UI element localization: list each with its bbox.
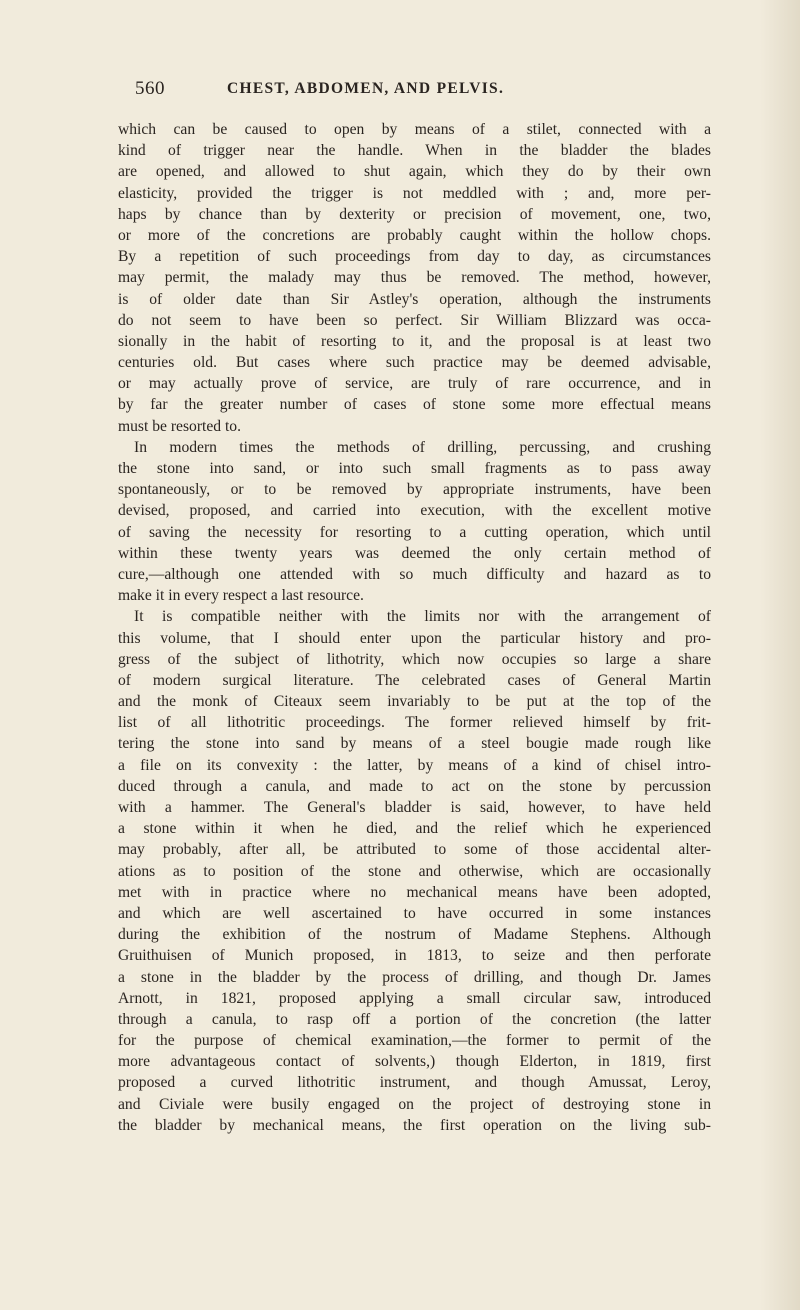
text-line: It is compatible neither with the limits nor with the arrangement of: [134, 608, 711, 626]
text-line: do not seem to have been so perfect. Sir William Blizzard was occa-: [118, 311, 711, 329]
text-line: Gruithuisen of Munich proposed, in 1813, to seize and then perforate: [118, 947, 711, 965]
text-line: with a hammer. The General's bladder is said, however, to have held: [118, 799, 711, 816]
running-head: CHEST, ABDOMEN, AND PELVIS.: [227, 80, 505, 97]
text-line: may permit, the malady may thus be removed. The method, however,: [118, 269, 711, 287]
text-line: must be resorted to.: [118, 417, 241, 435]
text-line: elasticity, provided the trigger is not meddled with ; and, more per-: [118, 184, 711, 202]
text-line: is of older date than Sir Astley's operation, although the instruments: [118, 290, 711, 308]
text-line: a stone within it when he died, and the relief which he experienced: [118, 820, 711, 838]
text-line: kind of trigger near the handle. When in the bladder the blades: [118, 142, 711, 160]
text-line: tering the stone into sand by means of a steel bougie made rough like: [118, 735, 711, 753]
text-line: In modern times the methods of drilling, percussing, and crushing: [134, 438, 711, 456]
text-line: the bladder by mechanical means, the first operation on the living sub-: [118, 1116, 711, 1134]
text-line: Arnott, in 1821, proposed applying a small circular saw, introduced: [118, 989, 711, 1007]
text-line: within these twenty years was deemed the only certain method of: [118, 544, 711, 562]
text-line: which can be caused to open by means of a stilet, connected with a: [118, 121, 711, 138]
text-line: make it in every respect a last resource.: [118, 587, 364, 605]
text-line: of saving the necessity for resorting to a cutting operation, which until: [118, 523, 711, 541]
text-line: by far the greater number of cases of stone some more effectual means: [118, 396, 711, 414]
text-line: ations as to position of the stone and otherwise, which are occasionally: [118, 862, 711, 880]
text-line: through a canula, to rasp off a portion of the concretion (the latter: [118, 1010, 711, 1028]
text-line: and Civiale were busily engaged on the project of destroying stone in: [118, 1095, 711, 1113]
text-line: and the monk of Citeaux seem invariably to be put at the top of the: [118, 693, 711, 711]
text-line: may probably, after all, be attributed to some of those accidental alter-: [118, 841, 711, 859]
body-text: [118, 119, 711, 1136]
text-line: during the exhibition of the nostrum of Madame Stephens. Although: [118, 926, 711, 944]
text-line: for the purpose of chemical examination,—the former to permit of the: [118, 1032, 711, 1050]
text-line: cure,—although one attended with so much difficulty and hazard as to: [118, 565, 711, 583]
text-line: sionally in the habit of resorting to it, and the proposal is at least two: [118, 332, 711, 350]
text-line: By a repetition of such proceedings from day to day, as circumstances: [118, 248, 711, 266]
text-line: list of all lithotritic proceedings. The former relieved himself by frit-: [118, 714, 711, 732]
text-line: duced through a canula, and made to act on the stone by percussion: [118, 777, 711, 795]
text-line: haps by chance than by dexterity or precision of movement, one, two,: [118, 205, 711, 223]
text-line: are opened, and allowed to shut again, which they do by their own: [118, 163, 711, 181]
text-line: a file on its convexity : the latter, by means of a kind of chisel intro-: [118, 756, 711, 774]
text-line: spontaneously, or to be removed by appropriate instruments, have been: [118, 481, 711, 499]
text-line: or may actually prove of service, are truly of rare occurrence, and in: [118, 375, 711, 393]
text-line: centuries old. But cases where such practice may be deemed advisable,: [118, 354, 711, 372]
text-line: proposed a curved lithotritic instrument, and though Amussat, Leroy,: [118, 1074, 711, 1092]
text-line: or more of the concretions are probably caught within the hollow chops.: [118, 226, 711, 244]
text-line: and which are well ascertained to have occurred in some instances: [118, 904, 711, 922]
text-line: met with in practice where no mechanical means have been adopted,: [118, 883, 711, 901]
text-line: gress of the subject of lithotrity, which now occupies so large a share: [118, 650, 711, 668]
text-line: the stone into sand, or into such small fragments as to pass away: [118, 460, 711, 477]
text-line: this volume, that I should enter upon the particular history and pro-: [118, 629, 711, 647]
page-header: [135, 78, 685, 108]
text-line: a stone in the bladder by the process of drilling, and though Dr. James: [118, 968, 711, 986]
page-number: 560: [135, 78, 165, 99]
text-line: more advantageous contact of solvents,) though Elderton, in 1819, first: [118, 1053, 711, 1071]
text-line: of modern surgical literature. The celebrated cases of General Martin: [118, 671, 711, 689]
page-edge-shade: [760, 0, 800, 1310]
text-line: devised, proposed, and carried into execution, with the excellent motive: [118, 502, 711, 520]
